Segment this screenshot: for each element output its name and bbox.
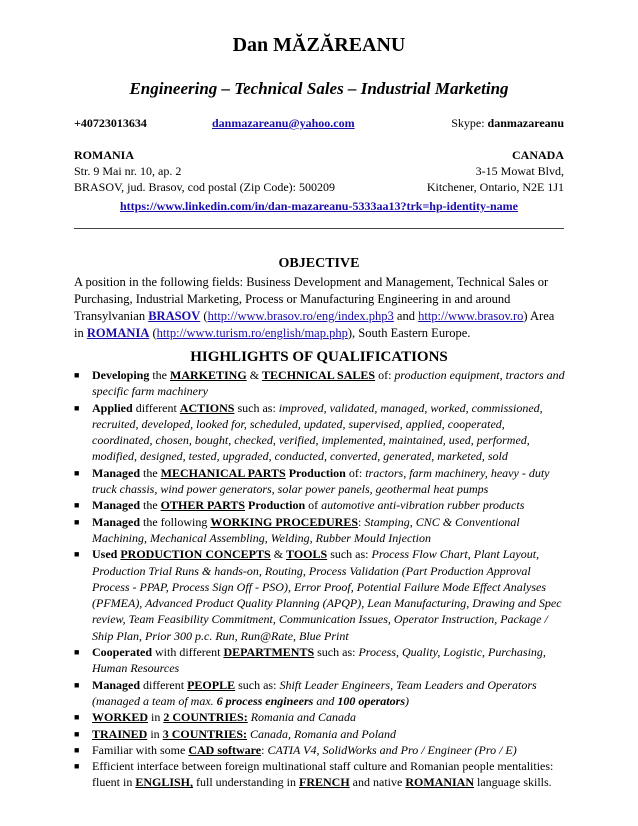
list-item: [74, 514, 566, 547]
item-text: the following: [140, 514, 211, 529]
brasov-link-2[interactable]: http://www.brasov.ro: [418, 309, 524, 323]
bullet-icon: ■: [74, 500, 80, 511]
list-item: [74, 546, 566, 644]
item-detail: Romania and Canada: [247, 710, 357, 725]
item-text: Efficient interface between foreign multinational staff culture and Romanian people mentalities: fluent in: [92, 759, 554, 790]
address-line: Str. 9 Mai nr. 10, ap. 2: [74, 164, 182, 178]
list-item: [74, 758, 566, 791]
linkedin-link[interactable]: https://www.linkedin.com/in/dan-mazareanu-5333aa13?trk=hp-identity-name: [120, 199, 518, 213]
item-verb: Managed: [92, 514, 140, 529]
item-text: full understanding in: [193, 775, 299, 790]
item-text: &: [270, 547, 287, 562]
item-detail: CATIA V4, SolidWorks and Pro / Engineer (Pro / E): [267, 742, 517, 757]
item-text: such as:: [327, 547, 372, 562]
item-keyword: OTHER PARTS: [160, 498, 246, 513]
list-item: [74, 497, 566, 513]
item-keyword: FRENCH: [299, 775, 350, 790]
objective-heading: OBJECTIVE: [278, 256, 360, 271]
bullet-icon: ■: [74, 467, 80, 478]
item-verb: Managed: [92, 677, 140, 692]
item-detail: 100 operators: [337, 693, 405, 708]
item-text: of: [305, 498, 322, 513]
item-keyword: WORKING PROCEDURES: [210, 514, 359, 529]
list-item: [74, 465, 566, 498]
objective-text-part: ) Area in: [74, 309, 555, 340]
skype-id: danmazareanu: [487, 116, 564, 130]
item-keyword: TECHNICAL SALES: [262, 368, 376, 382]
item-text: of:: [375, 368, 395, 382]
objective-text-part: (: [200, 309, 208, 323]
brasov-eng-link[interactable]: http://www.brasov.ro/eng/index.php3: [207, 309, 394, 323]
skype-contact: [451, 116, 564, 131]
bullet-icon: ■: [74, 761, 80, 772]
item-keyword: PRODUCTION CONCEPTS: [120, 547, 271, 562]
item-text: language skills.: [474, 775, 552, 790]
item-text: the: [149, 368, 171, 382]
item-keyword: ENGLISH,: [135, 775, 194, 790]
item-keyword: MARKETING: [170, 368, 247, 382]
list-item: [74, 726, 566, 742]
turism-map-link[interactable]: http://www.turism.ro/english/map.php: [156, 326, 348, 340]
item-text: different: [140, 677, 188, 692]
item-detail: ): [404, 693, 409, 708]
brasov-link[interactable]: BRASOV: [148, 309, 201, 323]
item-detail: and: [313, 693, 338, 708]
item-keyword: ROMANIAN: [405, 775, 474, 790]
item-text: in: [147, 726, 163, 741]
item-verb: Developing: [92, 368, 150, 382]
address-canada: [427, 147, 564, 195]
item-keyword: 3 COUNTRIES:: [162, 726, 248, 741]
item-keyword: DEPARTMENTS: [223, 645, 315, 660]
item-verb: Applied: [92, 400, 133, 415]
item-verb: Cooperated: [92, 645, 152, 660]
item-text: :: [261, 742, 268, 757]
item-detail: automotive anti-vibration rubber products: [321, 498, 525, 513]
item-text: :: [358, 514, 365, 529]
item-detail: Process Flow Chart, Plant Layout, Production Trial Runs & hands-on, Routing, Process Validation (Part Production Approval Process - PPAP, Process Sign Off - PSO), Error Proof, Potential Failure Mode Effect Analyses (PFMEA), Advanced Product Quality Planning (APQP), Lean Manufacturing, Drawing and Spec review, Team Feasibility Commitment, Communication Issues, Operator Instruction, Package / Ship Plan, Prior 300 p.c. Run, Run@Rate, Blue Print: [92, 547, 562, 643]
email-link[interactable]: danmazareanu@yahoo.com: [212, 116, 355, 130]
list-item: [74, 709, 566, 725]
item-detail: production equipment, tractors and specific farm machinery: [92, 368, 565, 399]
list-item: [74, 400, 566, 465]
romania-link[interactable]: ROMANIA: [86, 326, 150, 340]
item-text: in: [148, 710, 164, 725]
item-detail: Shift Leader Engineers, Team Leaders and Operators (managed a team of max.: [92, 677, 537, 708]
candidate-name: Dan MĂZĂREANU: [232, 34, 406, 56]
objective-text-part: ), South Eastern Europe.: [347, 326, 471, 340]
item-detail: Process, Quality, Logistic, Purchasing, Human Resources: [92, 645, 546, 676]
skype-label: Skype:: [451, 116, 485, 130]
objective-text-part: (: [149, 326, 157, 340]
item-text: different: [132, 400, 180, 415]
item-keyword: CAD software: [188, 742, 262, 757]
item-text: &: [246, 368, 263, 382]
item-text: the: [140, 465, 161, 480]
list-item: [74, 742, 566, 758]
list-item: [74, 644, 566, 677]
item-detail: Canada, Romania and Poland: [247, 726, 397, 741]
item-detail: Stamping, CNC & Conventional Machining, Mechanical Assembling, Welding, Rubber Mould Injection: [92, 514, 520, 545]
list-item: [74, 677, 566, 710]
item-text: Production: [285, 465, 346, 480]
item-verb: Managed: [92, 465, 140, 480]
divider: [74, 228, 564, 229]
phone-number: +40723013634: [74, 116, 147, 130]
objective-text: [74, 274, 566, 342]
address-romania: [74, 147, 335, 195]
item-keyword: TOOLS: [286, 547, 328, 562]
bullet-icon: ■: [74, 402, 80, 413]
item-text: such as:: [234, 400, 279, 415]
bullet-icon: ■: [74, 712, 80, 723]
objective-text-part: and: [393, 309, 419, 323]
item-keyword: WORKED: [92, 710, 149, 725]
bullet-icon: ■: [74, 516, 80, 527]
bullet-icon: ■: [74, 549, 80, 560]
item-text: Production: [245, 498, 306, 513]
bullet-icon: ■: [74, 370, 80, 380]
item-text: of:: [345, 465, 366, 480]
address-line: 3-15 Mowat Blvd,: [475, 164, 564, 178]
item-detail: tractors, farm machinery, heavy - duty truck chassis, wind power generators, solar power panels, geothermal heat pumps: [92, 465, 550, 497]
item-keyword: MECHANICAL PARTS: [160, 465, 286, 480]
bullet-icon: ■: [74, 744, 80, 755]
item-text: Familiar with some: [92, 742, 189, 757]
item-verb: Used: [92, 547, 118, 562]
item-text: such as:: [235, 677, 280, 692]
bullet-icon: ■: [74, 728, 80, 739]
item-verb: Managed: [92, 498, 140, 513]
item-keyword: 2 COUNTRIES:: [163, 710, 248, 725]
country-romania: ROMANIA: [74, 148, 134, 162]
address-line: BRASOV, jud. Brasov, cod postal (Zip Code): 500209: [74, 180, 335, 194]
item-keyword: PEOPLE: [187, 677, 236, 692]
item-detail: improved, validated, managed, worked, commissioned, recruited, developed, looked for, scheduled, updated, supervised, applied, cooperated, coordinated, chosen, bought, checked, verified, implemented, maintained, used, performed, modified, designed, tested, upgraded, conducted, converted, generated, marketed, sold: [92, 400, 543, 464]
item-detail: 6 process engineers: [216, 693, 314, 708]
country-canada: CANADA: [512, 148, 564, 162]
bullet-icon: ■: [74, 647, 80, 658]
list-item: [74, 367, 566, 400]
item-keyword: TRAINED: [92, 726, 148, 741]
bullet-icon: ■: [74, 679, 80, 690]
item-text: and native: [349, 775, 406, 790]
item-keyword: ACTIONS: [179, 400, 235, 415]
item-text: the: [140, 498, 161, 513]
item-text: such as:: [314, 645, 359, 660]
highlights-list: [74, 367, 566, 791]
item-text: with different: [152, 645, 224, 660]
objective-text-part: A position in the following fields: Business Development and Management, Technical Sales or Purchasing, Industrial Marketing, Process or Manufacturing Engineering in and around Transylvanian: [74, 275, 549, 323]
highlights-heading: HIGHLIGHTS OF QUALIFICATIONS: [190, 349, 448, 365]
professional-tagline: Engineering – Technical Sales – Industrial Marketing: [129, 79, 509, 98]
address-line: Kitchener, Ontario, N2E 1J1: [426, 180, 564, 194]
